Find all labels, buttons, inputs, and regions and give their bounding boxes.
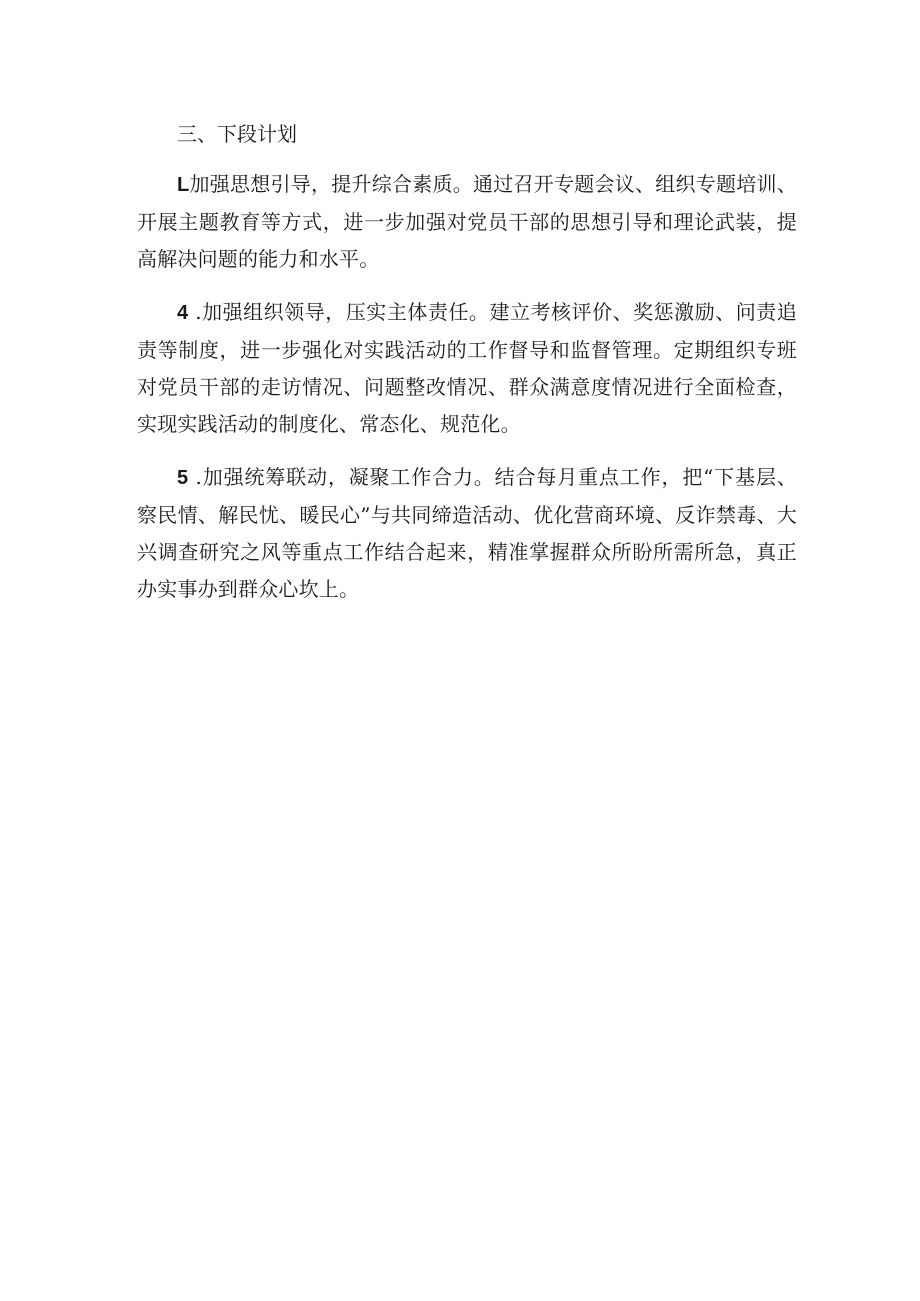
paragraph-4-marker: 4 — [177, 302, 189, 324]
document-body — [137, 118, 797, 624]
paragraph-1 — [137, 166, 797, 278]
paragraph-1-marker: L — [177, 174, 190, 196]
paragraph-5-marker: 5 — [177, 467, 189, 489]
section-heading: 三、下段计划 — [177, 122, 297, 146]
paragraph-4 — [137, 294, 797, 443]
paragraph-5-text: .加强统筹联动，凝聚工作合力。结合每月重点工作，把“下基层、察民情、解民忧、暖民心”与共同缔造活动、优化营商环境、反诈禁毒、大兴调查研究之风等重点工作结合起来，精准掌握群众所盼所需所急，真正办实事办到群众心坎上。 — [137, 465, 797, 601]
paragraph-4-text: .加强组织领导，压实主体责任。建立考核评价、奖惩激励、问责追责等制度，进一步强化对实践活动的工作督导和监督管理。定期组织专班对党员干部的走访情况、问题整改情况、群众满意度情况进行全面检查，实现实践活动的制度化、常态化、规范化。 — [137, 300, 797, 436]
paragraph-5 — [137, 459, 797, 608]
paragraph-1-text: 加强思想引导，提升综合素质。通过召开专题会议、组织专题培训、开展主题教育等方式，进一步加强对党员干部的思想引导和理论武装，提高解决问题的能力和水平。 — [137, 172, 797, 271]
